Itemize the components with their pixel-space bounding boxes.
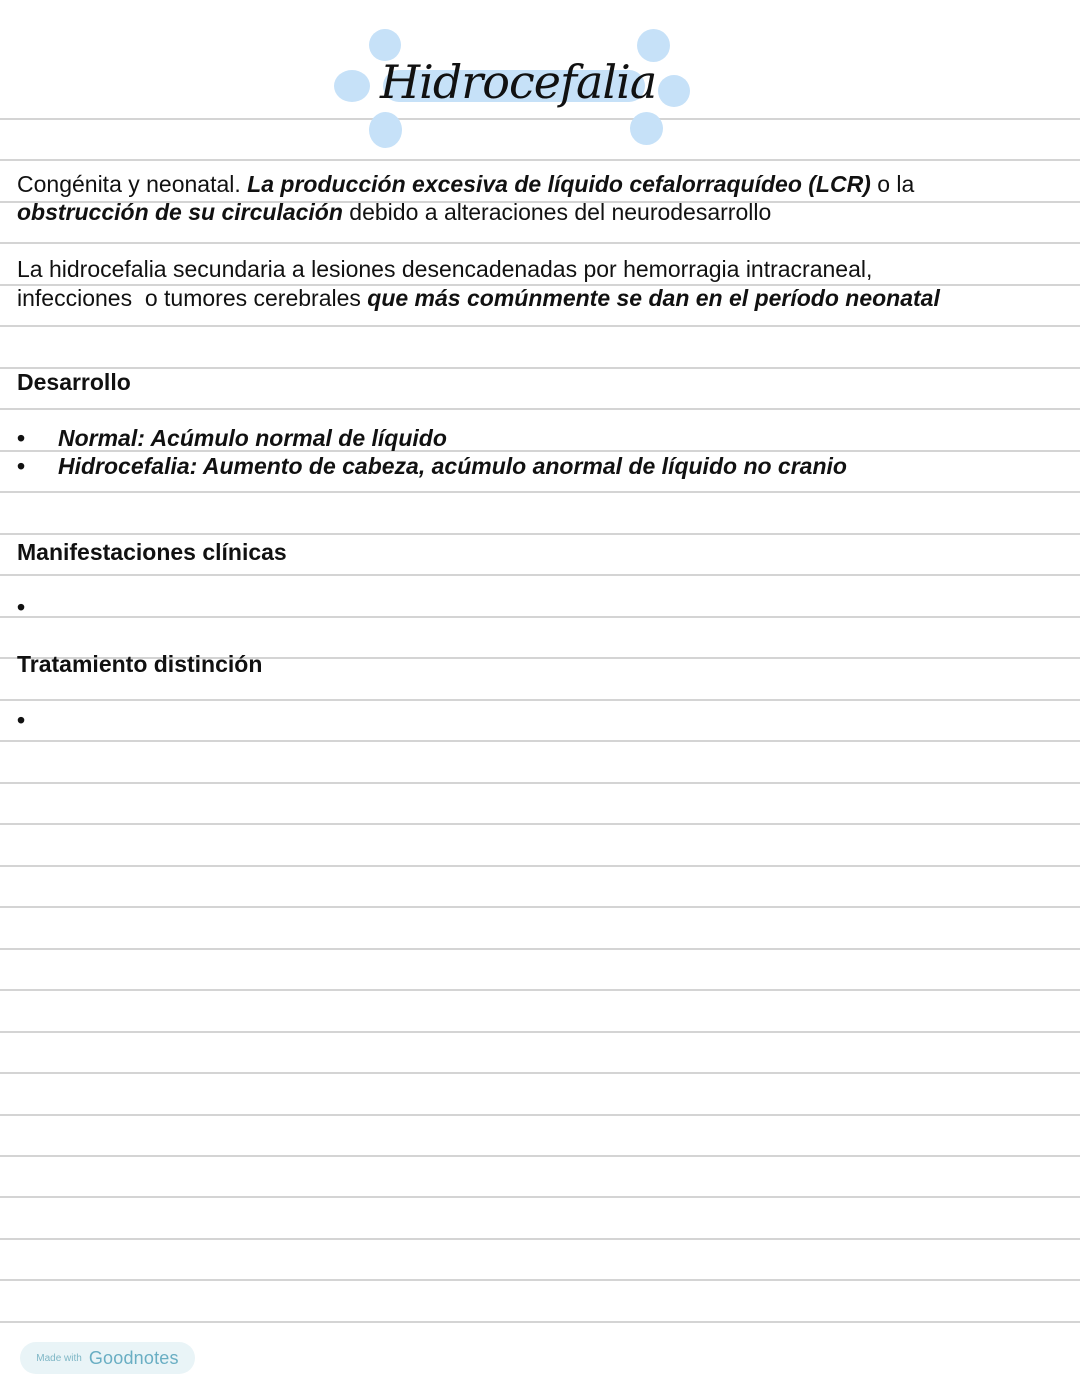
list-item: [17, 452, 847, 480]
emphasis-run: obstrucción de su circulación: [17, 199, 343, 225]
ruled-line: [0, 1031, 1080, 1033]
decor-dot: [369, 112, 402, 148]
bullet-icon: •: [17, 707, 26, 733]
ruled-line: [0, 574, 1080, 576]
list-item: [17, 706, 58, 734]
decor-dot: [630, 112, 663, 145]
ruled-line: [0, 533, 1080, 535]
paragraph-1-line-2: [17, 198, 771, 226]
ruled-line: [0, 1155, 1080, 1157]
section-heading-desarrollo: Desarrollo: [17, 369, 131, 395]
ruled-line: [0, 1196, 1080, 1198]
ruled-line: [0, 1072, 1080, 1074]
ruled-line: [0, 1238, 1080, 1240]
bullet-icon: •: [17, 594, 26, 620]
paragraph-2-line-2: [17, 284, 940, 312]
bullet-icon: •: [17, 453, 26, 479]
ruled-line: [0, 1279, 1080, 1281]
ruled-line: [0, 823, 1080, 825]
ruled-line: [0, 1321, 1080, 1323]
ruled-line: [0, 699, 1080, 701]
ruled-line: [0, 1114, 1080, 1116]
ruled-line: [0, 616, 1080, 618]
ruled-line: [0, 948, 1080, 950]
text-run: infecciones o tumores cerebrales: [17, 285, 368, 311]
goodnotes-badge[interactable]: [20, 1342, 195, 1374]
ruled-line: [0, 242, 1080, 244]
paragraph-2-line-1: [17, 255, 872, 283]
decor-dot: [334, 70, 370, 102]
list-item: [17, 593, 58, 621]
ruled-line: [0, 408, 1080, 410]
badge-made-with: Made with: [36, 1352, 82, 1364]
text-run: o la: [870, 171, 915, 197]
title-decoration: [0, 0, 1080, 160]
badge-brand: Goodnotes: [88, 1347, 179, 1368]
decor-dot: [658, 75, 690, 107]
text-run: Congénita y neonatal.: [17, 171, 248, 197]
page-title: Hidrocefalia: [380, 55, 657, 109]
emphasis-run: La producción excesiva de líquido cefalorraquídeo (LCR): [247, 171, 871, 197]
ruled-line: [0, 989, 1080, 991]
text-run: debido a alteraciones del neurodesarrollo: [342, 199, 772, 225]
section-heading-manifestaciones: Manifestaciones clínicas: [17, 539, 287, 565]
paragraph-1-line-1: [17, 170, 914, 198]
ruled-line: [0, 491, 1080, 493]
ruled-line: [0, 782, 1080, 784]
ruled-line: [0, 740, 1080, 742]
ruled-line: [0, 325, 1080, 327]
list-item-text: Normal: Acúmulo normal de líquido: [58, 425, 447, 451]
emphasis-run: que más comúnmente se dan en el período neonatal: [367, 285, 940, 311]
section-heading-tratamiento: Tratamiento distinción: [17, 651, 263, 677]
list-item-text: Hidrocefalia: Aumento de cabeza, acúmulo anormal de líquido no cranio: [58, 453, 847, 479]
ruled-line: [0, 865, 1080, 867]
ruled-line: [0, 367, 1080, 369]
text-run: La hidrocefalia secundaria a lesiones desencadenadas por hemorragia intracraneal,: [17, 256, 873, 282]
list-item: [17, 424, 447, 452]
bullet-icon: •: [17, 425, 26, 451]
ruled-line: [0, 906, 1080, 908]
